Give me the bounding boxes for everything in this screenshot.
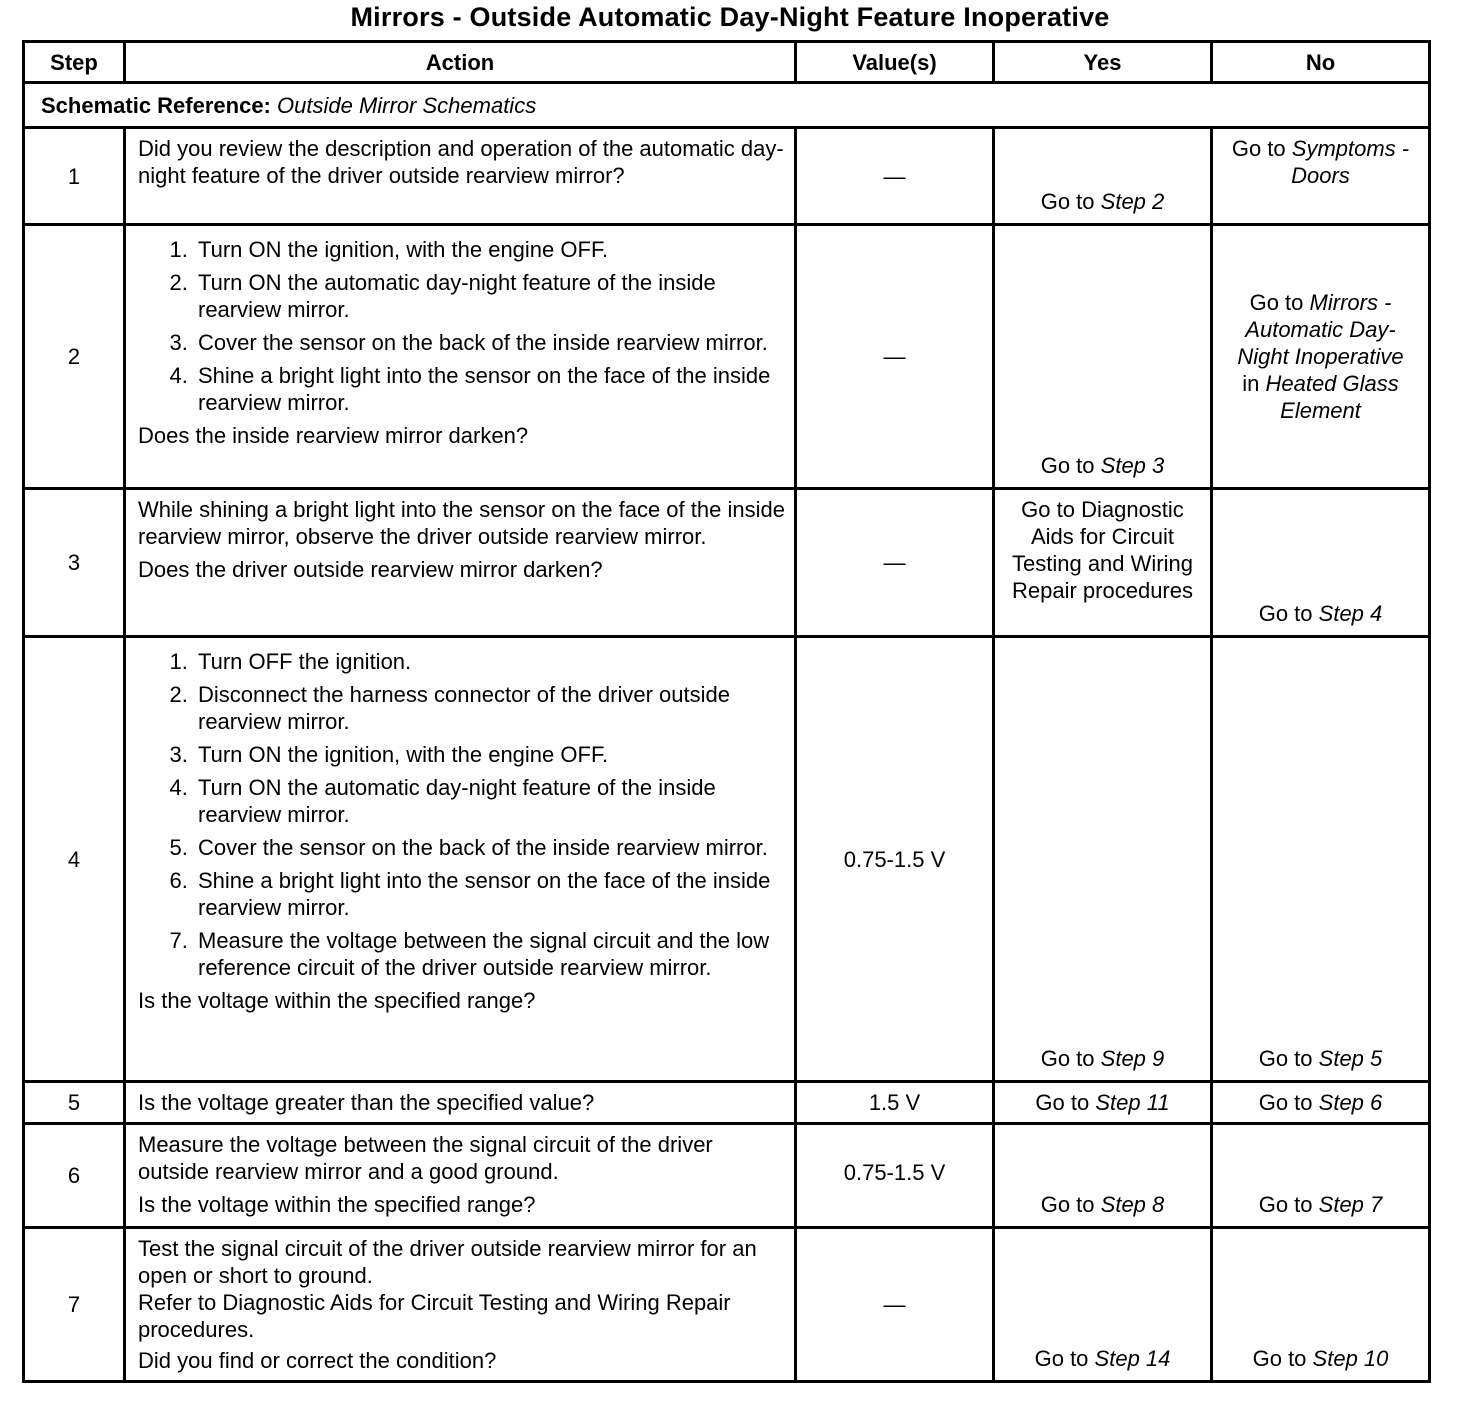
no-mid: in: [1242, 371, 1260, 396]
table-row: [24, 225, 1430, 489]
action-text: While shining a bright light into the sensor on the face of the inside rearview mirror, observe the driver outside rearview mirror.: [138, 497, 785, 549]
no-cell: [1212, 128, 1430, 225]
step-action: [125, 1228, 796, 1382]
step-action: [125, 1124, 796, 1228]
no-cell: [1212, 1228, 1430, 1382]
yes-prefix: Go to: [1040, 1192, 1095, 1217]
yes-cell: [994, 1228, 1212, 1382]
action-item: 2. Turn ON the automatic day-night feature of the inside rearview mirror.: [194, 269, 786, 323]
yes-cell: [994, 225, 1212, 489]
no-prefix: Go to: [1258, 1046, 1313, 1071]
yes-cell: [994, 1124, 1212, 1228]
header-row: [24, 42, 1430, 83]
table-row: [24, 1124, 1430, 1228]
action-item: 1. Turn OFF the ignition.: [194, 648, 786, 675]
yes-cell: [994, 128, 1212, 225]
step-number: 4: [24, 637, 125, 1082]
table-row: [24, 128, 1430, 225]
yes-cell: [994, 1082, 1212, 1124]
yes-prefix: Go to: [1035, 1090, 1090, 1115]
action-item: 1. Turn ON the ignition, with the engine OFF.: [194, 236, 786, 263]
no-link[interactable]: Step 6: [1318, 1090, 1383, 1115]
step-value: —: [796, 489, 994, 637]
step-action: [125, 1082, 796, 1124]
step-number: 6: [24, 1124, 125, 1228]
no-prefix: Go to: [1258, 1090, 1313, 1115]
table-row: [24, 637, 1430, 1082]
action-item: 4. Turn ON the automatic day-night feature of the inside rearview mirror.: [194, 774, 786, 828]
action-text: Test the signal circuit of the driver outside rearview mirror for an open or short to ground.: [138, 1236, 757, 1288]
no-link-secondary[interactable]: Heated Glass Element: [1265, 371, 1399, 423]
action-item: 6. Shine a bright light into the sensor on the face of the inside rearview mirror.: [194, 867, 786, 921]
step-value: —: [796, 128, 994, 225]
table-row: [24, 1228, 1430, 1382]
yes-cell: [994, 637, 1212, 1082]
action-text: Measure the voltage between the signal circuit of the driver outside rearview mirror and a good ground.: [138, 1132, 713, 1184]
no-prefix: Go to: [1258, 601, 1313, 626]
action-question: Does the driver outside rearview mirror darken?: [138, 557, 603, 582]
header-no: No: [1212, 42, 1430, 83]
action-text: Did you review the description and operation of the automatic day-night feature of the driver outside rearview mirror?: [138, 136, 784, 188]
action-item: 3. Turn ON the ignition, with the engine OFF.: [194, 741, 786, 768]
diagnostic-table: [22, 40, 1431, 1383]
schematic-reference: [24, 83, 1430, 128]
yes-link[interactable]: Step 8: [1100, 1192, 1165, 1217]
yes-link[interactable]: Step 3: [1100, 453, 1165, 478]
step-number: 1: [24, 128, 125, 225]
step-number: 5: [24, 1082, 125, 1124]
header-yes: Yes: [994, 42, 1212, 83]
step-action: [125, 128, 796, 225]
step-value: —: [796, 225, 994, 489]
no-prefix: Go to: [1249, 290, 1304, 315]
schematic-reference-value: Outside Mirror Schematics: [277, 92, 537, 118]
no-prefix: Go to: [1258, 1192, 1313, 1217]
yes-cell[interactable]: Go to Diagnostic Aids for Circuit Testing and Wiring Repair procedures: [994, 489, 1212, 637]
action-item: 7. Measure the voltage between the signal circuit and the low reference circuit of the driver outside rearview mirror.: [194, 927, 786, 981]
action-list: [138, 236, 786, 416]
yes-link[interactable]: Step 9: [1100, 1046, 1165, 1071]
action-question: Did you find or correct the condition?: [138, 1348, 497, 1373]
step-number: 3: [24, 489, 125, 637]
header-values: Value(s): [796, 42, 994, 83]
no-cell: [1212, 1124, 1430, 1228]
action-list: [138, 648, 786, 981]
no-cell: [1212, 225, 1430, 489]
step-action: [125, 489, 796, 637]
action-item: 2. Disconnect the harness connector of the driver outside rearview mirror.: [194, 681, 786, 735]
schematic-reference-row: [24, 83, 1430, 128]
action-item: 3. Cover the sensor on the back of the inside rearview mirror.: [194, 329, 786, 356]
no-link[interactable]: Step 4: [1318, 601, 1383, 626]
action-item: 5. Cover the sensor on the back of the inside rearview mirror.: [194, 834, 786, 861]
step-value: —: [796, 1228, 994, 1382]
step-number: 7: [24, 1228, 125, 1382]
yes-prefix: Go to: [1040, 453, 1095, 478]
action-text: Is the voltage greater than the specified value?: [138, 1090, 595, 1115]
step-action: [125, 637, 796, 1082]
action-item: 4. Shine a bright light into the sensor on the face of the inside rearview mirror.: [194, 362, 786, 416]
action-text: Refer to Diagnostic Aids for Circuit Testing and Wiring Repair procedures.: [138, 1290, 731, 1342]
step-value: 1.5 V: [796, 1082, 994, 1124]
step-action: [125, 225, 796, 489]
no-link[interactable]: Symptoms - Doors: [1291, 136, 1410, 188]
no-link[interactable]: Mirrors - Automatic Day-Night Inoperative: [1237, 290, 1404, 369]
yes-link[interactable]: Step 11: [1095, 1090, 1170, 1115]
schematic-reference-label: Schematic Reference:: [41, 92, 271, 118]
no-link[interactable]: Step 7: [1318, 1192, 1383, 1217]
no-cell: [1212, 489, 1430, 637]
action-question: Is the voltage within the specified range?: [138, 1192, 536, 1217]
step-value: 0.75-1.5 V: [796, 1124, 994, 1228]
table-row: [24, 489, 1430, 637]
no-link[interactable]: Step 10: [1312, 1346, 1389, 1371]
step-number: 2: [24, 225, 125, 489]
yes-prefix: Go to: [1040, 1046, 1095, 1071]
no-cell: [1212, 1082, 1430, 1124]
no-cell: [1212, 637, 1430, 1082]
header-action: Action: [125, 42, 796, 83]
table-row: [24, 1082, 1430, 1124]
action-question: Is the voltage within the specified range?: [138, 988, 536, 1013]
header-step: Step: [24, 42, 125, 83]
no-link[interactable]: Step 5: [1318, 1046, 1383, 1071]
step-value: 0.75-1.5 V: [796, 637, 994, 1082]
action-question: Does the inside rearview mirror darken?: [138, 423, 529, 448]
yes-prefix: Go to: [1040, 189, 1095, 214]
yes-prefix: Go to: [1034, 1346, 1089, 1371]
yes-link[interactable]: Step 2: [1100, 189, 1165, 214]
yes-link[interactable]: Step 14: [1094, 1346, 1171, 1371]
no-prefix: Go to: [1252, 1346, 1307, 1371]
no-prefix: Go to: [1231, 136, 1286, 161]
page-title: Mirrors - Outside Automatic Day-Night Feature Inoperative: [350, 2, 1110, 32]
